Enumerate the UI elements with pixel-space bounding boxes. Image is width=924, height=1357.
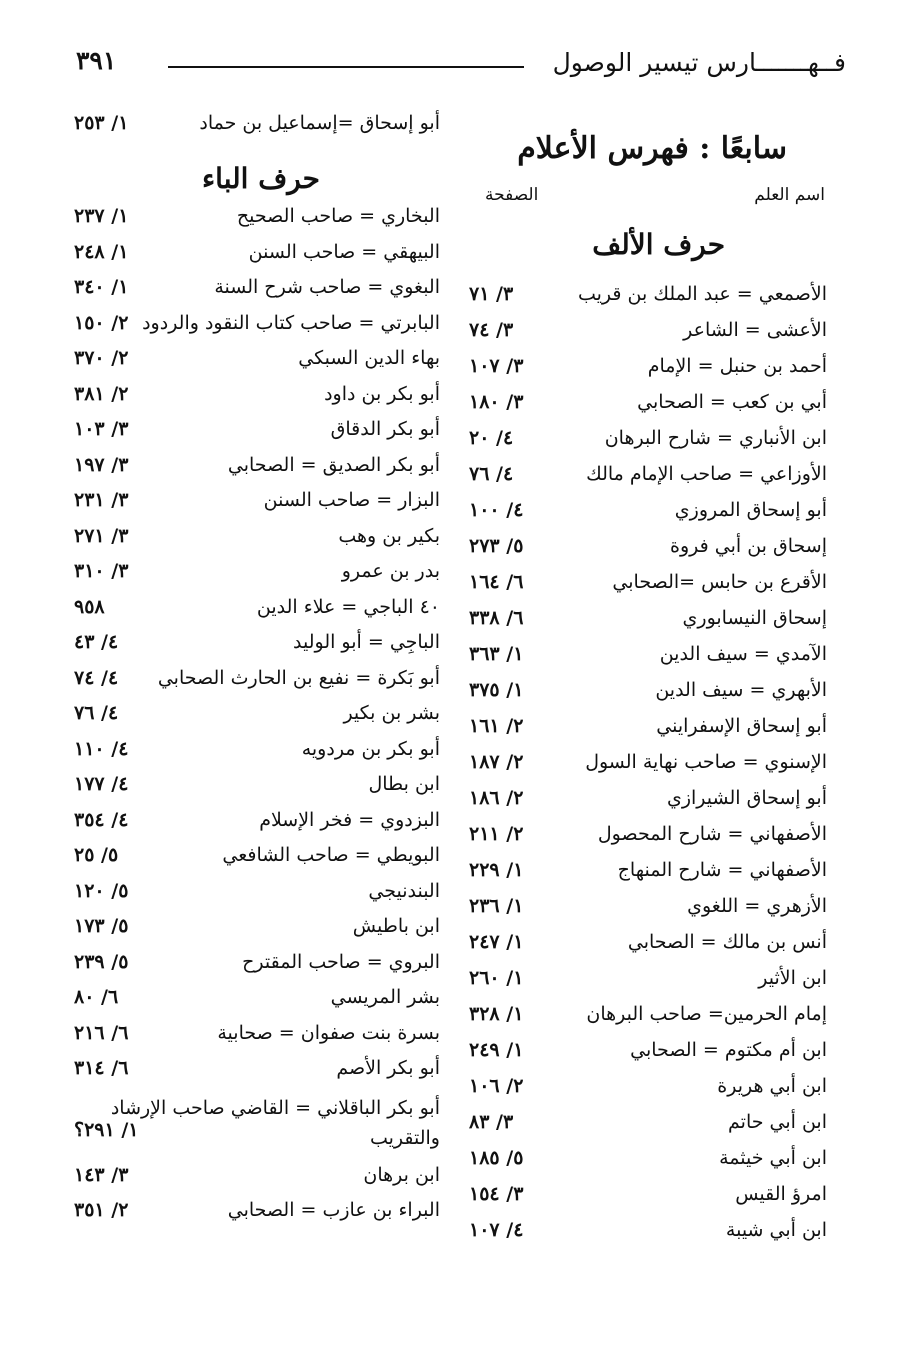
- index-entry: [455, 967, 827, 1003]
- entry-ref: ٤/ ١٠٠: [469, 499, 524, 521]
- index-entry: [455, 607, 827, 643]
- index-entry: [62, 1057, 440, 1093]
- entry-ref: ٣/ ٧١: [469, 283, 514, 305]
- entry-name: أبو إسحاق الإسفرايني: [656, 715, 827, 737]
- entry-ref: ١/ ٣٤٠: [74, 276, 129, 298]
- entry-ref: ٦/ ١٦٤: [469, 571, 524, 593]
- entry-name: أبو إسحاق المروزي: [674, 499, 827, 521]
- entry-ref: ٥/ ١٢٠: [74, 879, 129, 902]
- index-entry: [455, 679, 827, 715]
- index-entry: [455, 823, 827, 859]
- index-entry: [455, 895, 827, 931]
- entry-ref: ١/ ٢٢٩: [469, 859, 524, 881]
- entry-ref: ٥/ ٢٧٣: [469, 535, 524, 557]
- entry-name: الأصفهاني = شارح المحصول: [597, 823, 827, 845]
- entry-ref: ١/ ٢٩١؟: [74, 1118, 139, 1141]
- index-entry: [62, 667, 440, 703]
- index-entry: [62, 809, 440, 845]
- entry-ref: ٢/ ٣٥١: [74, 1199, 129, 1221]
- index-entry: [62, 418, 440, 454]
- entry-ref: ٢/ ٣٧٠: [74, 347, 129, 369]
- entry-name: أبو بكر الصديق = الصحابي: [227, 453, 440, 476]
- entry-ref: ٥/ ٢٥: [74, 844, 119, 866]
- entry-name: ابن أم مكتوم = الصحابي: [630, 1039, 827, 1061]
- entry-name: الأوزاعي = صاحب الإمام مالك: [586, 463, 827, 485]
- index-entry: [62, 880, 440, 916]
- index-entry: [62, 1199, 440, 1235]
- entry-name: أبو بكر الدقاق: [330, 418, 440, 440]
- entry-ref: ١/ ٣٧٥: [469, 679, 524, 701]
- entry-ref: ٣/ ١٩٧: [74, 453, 129, 476]
- entry-name: الأصفهاني = شارح المنهاج: [617, 859, 827, 881]
- entry-name: أحمد بن حنبل = الإمام: [647, 355, 827, 377]
- index-entry: [62, 702, 440, 738]
- entry-name: الأعشى = الشاعر: [683, 319, 827, 341]
- index-entry: [62, 951, 440, 987]
- entry-ref: ١/ ٣٢٨: [469, 1003, 524, 1025]
- entry-name: أبو بكر الأصم: [336, 1057, 440, 1079]
- entry-name: ابن أبي شيبة: [725, 1219, 827, 1241]
- index-entry: [455, 535, 827, 571]
- entry-name: أبي بن كعب = الصحابي: [637, 391, 827, 413]
- index-entry: [455, 1183, 827, 1219]
- entry-name: أبو بكر بن مردويه: [301, 737, 440, 760]
- index-entry: [62, 112, 440, 148]
- entry-ref: ٣/ ١٠٧: [469, 355, 524, 377]
- entry-ref: ٤/ ٣٥٤: [74, 808, 129, 831]
- index-entry: [455, 643, 827, 679]
- index-entry: [455, 1039, 827, 1075]
- entry-ref: ٥/ ١٧٣: [74, 915, 129, 937]
- entry-name: البراء بن عازب = الصحابي: [227, 1199, 440, 1221]
- entry-name: أنس بن مالك = الصحابي: [627, 931, 827, 953]
- index-entry: [455, 1111, 827, 1147]
- index-entry: [455, 715, 827, 751]
- entry-ref: ٣/ ١٠٣: [74, 418, 129, 440]
- entry-ref: ٦/ ٣١٤: [74, 1057, 129, 1079]
- entry-name: ابن الأنباري = شارح البرهان: [604, 427, 827, 449]
- index-entry: [455, 463, 827, 499]
- entry-ref: ٥/ ٢٣٩: [74, 950, 129, 973]
- entry-ref: ٤/ ٧٤: [74, 666, 119, 689]
- entry-ref: ٩٥٨: [74, 595, 105, 618]
- index-entry: [455, 319, 827, 355]
- entry-name: البغوي = صاحب شرح السنة: [214, 276, 440, 298]
- entry-name: أبو إسحاق =إسماعيل بن حماد: [199, 112, 440, 134]
- index-entry: [62, 347, 440, 383]
- entry-name: بشر بن بكير: [343, 702, 440, 724]
- entry-name: البزار = صاحب السنن: [263, 489, 440, 511]
- entry-ref: ١/ ٢٣٦: [469, 895, 524, 917]
- entry-name: الآمدي = سيف الدين: [659, 643, 827, 665]
- entry-ref: ٦/ ٣٣٨: [469, 607, 524, 629]
- entry-name: ابن بطال: [368, 773, 440, 795]
- index-entry: [455, 283, 827, 319]
- entry-name: البندنيجي: [368, 879, 440, 902]
- entry-ref: ٢/ ٢١١: [469, 823, 524, 845]
- entry-ref: ٤/ ١١٠: [74, 737, 129, 760]
- entry-ref: ٢/ ٣٨١: [74, 382, 129, 405]
- entry-ref: ٣/ ٣١٠: [74, 560, 129, 582]
- entry-ref: ٤/ ٢٠: [469, 427, 514, 449]
- entry-name: الأزهري = اللغوي: [687, 895, 827, 917]
- index-entry: [455, 1075, 827, 1111]
- entry-ref: ٢/ ١٨٦: [469, 787, 524, 809]
- entry-ref: ٤/ ١٠٧: [469, 1219, 524, 1241]
- index-entry: [455, 427, 827, 463]
- entry-ref: ٦/ ٨٠: [74, 986, 119, 1008]
- entry-name: أبو بكر بن داود: [324, 382, 440, 405]
- entry-ref: ١/ ٢٤٩: [469, 1039, 524, 1061]
- header-rule: [168, 66, 524, 68]
- index-entry: [62, 986, 440, 1022]
- entry-name: البخاري = صاحب الصحيح: [236, 205, 440, 227]
- entry-ref: ١/ ٢٤٨: [74, 240, 129, 263]
- index-entry: [62, 383, 440, 419]
- entry-ref: ١/ ٢٦٠: [469, 967, 524, 989]
- column-header-name: اسم العلم: [754, 185, 825, 205]
- page-number: ٣٩١: [76, 46, 117, 75]
- index-entry: [455, 1219, 827, 1255]
- entry-ref: ٢/ ١٦١: [469, 715, 524, 737]
- index-entry: [62, 205, 440, 241]
- index-entry: [62, 596, 440, 632]
- entry-name: ابن برهان: [363, 1163, 440, 1186]
- index-entry: [62, 1093, 440, 1165]
- entry-ref: ٣/ ١٨٠: [469, 391, 524, 413]
- entry-ref: ١/ ٢٤٧: [469, 931, 524, 953]
- letter-heading-ba: حرف الباء: [202, 162, 320, 195]
- index-entry: [62, 489, 440, 525]
- entry-name: إسحاق النيسابوري: [682, 607, 827, 629]
- index-entry: [62, 454, 440, 490]
- entry-name: ابن الأثير: [758, 967, 827, 989]
- entry-name: بهاء الدين السبكي: [298, 347, 440, 369]
- entry-ref: ٤/ ١٧٧: [74, 773, 129, 795]
- index-entry: [455, 355, 827, 391]
- entry-name: ابن باطيش: [352, 915, 440, 937]
- index-entry: [62, 773, 440, 809]
- index-entry: [62, 525, 440, 561]
- entry-name: الباجِي = أبو الوليد: [293, 631, 440, 653]
- index-entry: [62, 560, 440, 596]
- entry-ref: ١/ ٣٦٣: [469, 643, 524, 665]
- index-entry: [62, 1022, 440, 1058]
- entry-name: البويطي = صاحب الشافعي: [222, 844, 440, 866]
- entry-name: ابن أبي خيثمة: [719, 1147, 827, 1169]
- entry-name: ابن أبي هريرة: [717, 1075, 827, 1097]
- index-entry: [455, 751, 827, 787]
- letter-heading-alif: حرف الألف: [592, 228, 725, 261]
- entry-ref: ٤/ ٧٦: [74, 702, 119, 724]
- entry-ref: ٥/ ١٨٥: [469, 1147, 524, 1169]
- entry-name: الأقرع بن حابس =الصحابي: [612, 571, 827, 593]
- index-entry: [455, 787, 827, 823]
- entry-name: الأبهري = سيف الدين: [655, 679, 827, 701]
- index-entry: [455, 931, 827, 967]
- entry-name: الإسنوي = صاحب نهاية السول: [585, 751, 827, 773]
- entry-ref: ٣/ ٧٤: [469, 319, 514, 341]
- index-entry: [62, 1164, 440, 1200]
- entry-name: بدر بن عمرو: [341, 560, 440, 582]
- entry-ref: ٣/ ٨٣: [469, 1111, 514, 1133]
- index-entry: [455, 571, 827, 607]
- entry-name: الأصمعي = عبد الملك بن قريب: [577, 283, 827, 305]
- entry-name: البابرتي = صاحب كتاب النقود والردود: [142, 311, 440, 334]
- entry-name: امرؤ القيس: [735, 1183, 827, 1205]
- index-entry: [62, 241, 440, 277]
- entry-ref: ٢/ ١٠٦: [469, 1075, 524, 1097]
- entry-ref: ١/ ٢٣٧: [74, 205, 129, 227]
- index-entry: [62, 631, 440, 667]
- index-entry: [455, 499, 827, 535]
- entry-ref: ١/ ٢٥٣: [74, 112, 129, 134]
- entry-ref: ٢/ ١٨٧: [469, 751, 524, 773]
- index-entry: [62, 312, 440, 348]
- section-title: سابعًا : فهرس الأعلام: [517, 131, 787, 166]
- index-entry: [62, 844, 440, 880]
- entry-ref: ٣/ ١٥٤: [469, 1183, 524, 1205]
- entry-name: ٤٠ الباجي = علاء الدين: [256, 595, 440, 618]
- entry-name: إسحاق بن أبي فروة: [670, 535, 827, 557]
- entry-name: إمام الحرمين= صاحب البرهان: [586, 1003, 827, 1025]
- entry-name: بسرة بنت صفوان = صحابية: [217, 1021, 440, 1044]
- column-header-page: الصفحة: [485, 185, 539, 205]
- entry-name: بكير بن وهب: [338, 524, 440, 547]
- entry-name: أبو بَكرة = نفيع بن الحارث الصحابي: [157, 666, 440, 689]
- entry-name: البروي = صاحب المقترح: [242, 950, 440, 973]
- running-header-title: فــهـــــــارس تيسير الوصول: [552, 48, 846, 77]
- entry-ref: ٤/ ٧٦: [469, 463, 514, 485]
- index-entry: [62, 915, 440, 951]
- entry-name: أبو إسحاق الشيرازي: [666, 787, 827, 809]
- entry-ref: ٣/ ٢٣١: [74, 489, 129, 511]
- index-entry: [455, 1003, 827, 1039]
- index-entry: [455, 1147, 827, 1183]
- entry-ref: ٢/ ١٥٠: [74, 311, 129, 334]
- entry-ref: ٣/ ٢٧١: [74, 524, 129, 547]
- index-entry: [62, 738, 440, 774]
- index-entry: [455, 391, 827, 427]
- entry-name: البزدوي = فخر الإسلام: [259, 808, 440, 831]
- entry-name: البيهقي = صاحب السنن: [248, 240, 440, 263]
- index-entry: [62, 276, 440, 312]
- entry-ref: ٦/ ٢١٦: [74, 1021, 129, 1044]
- entry-name: أبو بكر الباقلاني = القاضي صاحب الإرشاد والتقريب: [110, 1096, 440, 1149]
- entry-name: ابن أبي حاتم: [728, 1111, 827, 1133]
- entry-name: بشر المريسي: [330, 986, 440, 1008]
- entry-ref: ٤/ ٤٣: [74, 631, 119, 653]
- entry-ref: ٣/ ١٤٣: [74, 1163, 129, 1186]
- index-entry: [455, 859, 827, 895]
